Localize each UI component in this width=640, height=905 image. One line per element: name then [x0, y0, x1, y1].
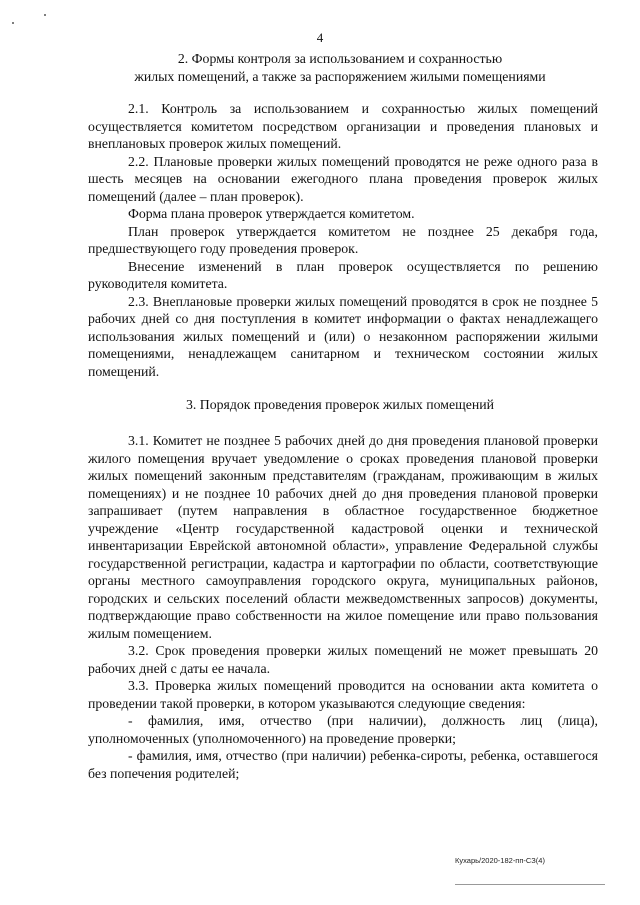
section-3-heading: [80, 396, 600, 414]
paragraph: 3.1. Комитет не позднее 5 рабочих дней до дня проведения плановой проверки жилого помещения вручает уведомление о сроках проведения плановой проверки жилых помещений законным представителям (гражданам, проживающим в жилых помещениях) и не позднее 10 рабочих дней до дня проведения плановой проверки запрашивает (путем направления в областное государственное бюджетное учреждение «Центр государственной кадастровой оценки и технической инвентаризации Еврейской автономной области», управление Федеральной службы государственной регистрации, кадастра и картографии по области, соответствующие органы местного самоуправления городского округа, муниципальных районов, городских и сельских поселений области межведомственных запросов) документы, подтверждающие право собственности на жилое помещение или право пользования жилым помещением.: [88, 433, 598, 641]
paragraph: 2.2. Плановые проверки жилых помещений проводятся не реже одного раза в шесть месяцев на основании ежегодного плана проведения проверок жилых помещений (далее – план проверок).: [88, 153, 598, 204]
paragraph: - фамилия, имя, отчество (при наличии), должность лиц (лица), уполномоченных (уполномоченного) на проведение проверки;: [88, 713, 598, 746]
paragraph: - фамилия, имя, отчество (при наличии) ребенка-сироты, ребенка, оставшегося без попечения родителей;: [88, 748, 598, 781]
paragraph: Форма плана проверок утверждается комитетом.: [128, 206, 415, 221]
paragraph: 2.3. Внеплановые проверки жилых помещений проводятся в срок не позднее 5 рабочих дней со дня поступления в комитет информации о фактах ненадлежащего использования жилых помещений и (или) о незаконном распоряжении жилыми помещениями, ненадлежащем санитарном и техническом состоянии жилых помещений.: [88, 293, 598, 379]
page-number: 4: [316, 30, 324, 45]
scan-speck: [12, 22, 14, 24]
paragraph: 3.3. Проверка жилых помещений проводится на основании акта комитета о проведении такой проверки, в котором указываются следующие сведения:: [88, 678, 598, 711]
scan-speck: [44, 14, 46, 16]
paragraph: План проверок утверждается комитетом не позднее 25 декабря года, предшествующего году проведения проверок.: [88, 223, 598, 256]
document-code: Кухарь/2020-182-пп-СЗ(4): [455, 856, 545, 865]
paragraph: 2.1. Контроль за использованием и сохранностью жилых помещений осуществляется комитетом посредством организации и проведения плановых и внеплановых проверок жилых помещений.: [88, 101, 598, 151]
section-2-heading-line: 2. Формы контроля за использованием и сохранностью: [177, 51, 503, 66]
section-2-heading: [80, 50, 600, 85]
footer-rule: [455, 884, 605, 885]
paragraph: 3.2. Срок проведения проверки жилых помещений не может превышать 20 рабочих дней с даты ее начала.: [88, 643, 598, 676]
section-3-body: [88, 432, 598, 782]
section-2-heading-line: жилых помещений, а также за распоряжением жилыми помещениями: [134, 68, 546, 84]
section-3-heading-line: 3. Порядок проведения проверок жилых помещений: [185, 397, 495, 412]
section-2-body: [88, 100, 598, 380]
paragraph: Внесение изменений в план проверок осуществляется по решению руководителя комитета.: [88, 258, 598, 291]
